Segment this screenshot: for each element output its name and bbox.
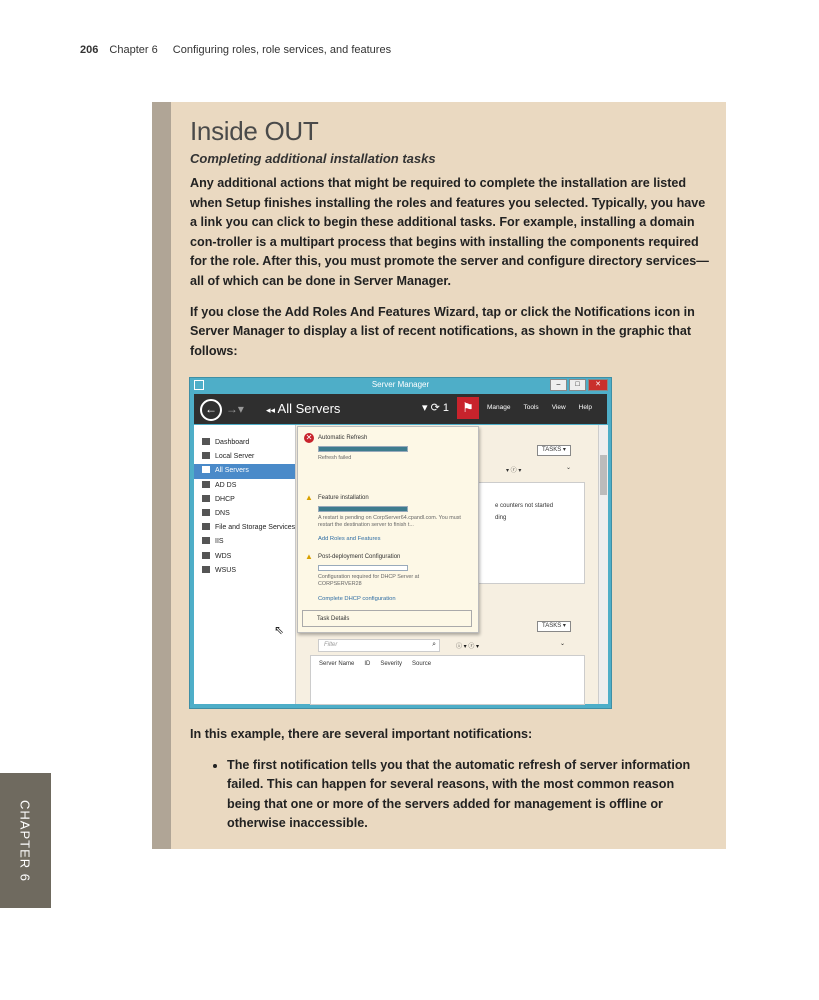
sidebar-item-all-servers[interactable] bbox=[194, 464, 295, 478]
progress-bar bbox=[318, 565, 408, 571]
col-severity[interactable]: Severity bbox=[380, 661, 403, 667]
server-icon bbox=[202, 452, 210, 459]
filter-options-icon[interactable]: ▾ ⓡ ▾ bbox=[506, 468, 522, 474]
ad-ds-icon bbox=[202, 481, 210, 488]
sidebar-item-wds[interactable] bbox=[194, 550, 295, 564]
notifications-flag-icon[interactable]: ⚑ bbox=[457, 397, 479, 419]
warning-icon: ▲ bbox=[305, 493, 313, 502]
filter-input[interactable] bbox=[318, 639, 440, 652]
error-icon: ✕ bbox=[305, 433, 313, 442]
sidebar-item-iis[interactable] bbox=[194, 535, 295, 549]
menu-view[interactable]: View bbox=[551, 404, 566, 411]
refresh-icon[interactable]: ▾ ⟳ bbox=[422, 402, 440, 414]
expand-icon-bottom[interactable]: ⌄ bbox=[560, 641, 566, 647]
notification-title: Automatic Refresh bbox=[318, 435, 368, 441]
menu-manage[interactable]: Manage bbox=[487, 404, 511, 411]
inside-out-box bbox=[152, 102, 726, 849]
progress-bar bbox=[318, 446, 408, 452]
warning-icon: ▲ bbox=[305, 552, 313, 561]
sidebar-item-label: AD DS bbox=[215, 481, 237, 489]
progress-bar bbox=[318, 506, 408, 512]
sidebar-item-label: File and Storage Services bbox=[215, 524, 296, 532]
notes-list bbox=[190, 756, 710, 834]
notifications-panel bbox=[297, 426, 479, 633]
chapter-title: Configuring roles, role services, and features bbox=[172, 44, 392, 56]
col-source[interactable]: Source bbox=[412, 661, 432, 667]
after-screenshot bbox=[190, 725, 710, 834]
notification-text: Refresh failed bbox=[318, 455, 352, 461]
navigation bbox=[200, 399, 244, 421]
maximize-icon[interactable]: □ bbox=[569, 379, 586, 391]
box-subtitle: Completing additional installation tasks bbox=[190, 151, 436, 166]
notification-text: A restart is pending on CorpServer64.cpandl.com. You must restart the destination server to finish t... bbox=[318, 515, 461, 529]
search-icon: ⌕ bbox=[432, 641, 436, 648]
tasks-label: TASKS bbox=[542, 623, 562, 629]
page-header bbox=[80, 44, 391, 56]
breadcrumb-chevron-icon: ◂◂ bbox=[266, 405, 278, 415]
status-text-2: ding bbox=[495, 515, 507, 521]
navigation-sidebar bbox=[194, 425, 296, 704]
dns-icon bbox=[202, 509, 210, 516]
breadcrumb-text: All Servers bbox=[277, 401, 341, 416]
refresh-area bbox=[422, 401, 449, 414]
status-text-1: e counters not started bbox=[495, 503, 554, 509]
sidebar-item-dns[interactable] bbox=[194, 507, 295, 521]
list-item: • The first notification tells you that the automatic refresh of server information failed. This can happen for several reasons, with the most common reason being that one or more of the servers added for management is offline or otherwise inaccessible. bbox=[227, 756, 710, 834]
wds-icon bbox=[202, 552, 210, 559]
mouse-pointer-icon: ⇖ bbox=[274, 623, 285, 637]
sidebar-item-dashboard[interactable] bbox=[194, 436, 295, 450]
storage-icon bbox=[202, 523, 210, 530]
sidebar-item-label: WDS bbox=[215, 552, 232, 560]
sidebar-item-label: IIS bbox=[215, 538, 224, 546]
complete-dhcp-link[interactable]: Complete DHCP configuration bbox=[318, 596, 396, 602]
window-controls bbox=[550, 379, 608, 391]
notification-title: Feature installation bbox=[318, 495, 369, 501]
filter-options-icon-bottom[interactable]: ⓘ ▾ ⓡ ▾ bbox=[456, 644, 480, 650]
chapter-tab bbox=[0, 773, 51, 908]
box-accent-bar bbox=[152, 102, 171, 849]
page-number: 206 bbox=[80, 44, 99, 56]
toolbar bbox=[194, 394, 607, 424]
dashboard-icon bbox=[202, 438, 210, 445]
minimize-icon[interactable]: – bbox=[550, 379, 567, 391]
sidebar-item-label: DHCP bbox=[215, 495, 235, 503]
forward-arrow-icon[interactable]: →▾ bbox=[225, 402, 244, 416]
breadcrumb bbox=[266, 401, 340, 416]
sidebar-item-label: Dashboard bbox=[215, 439, 250, 446]
sidebar-item-label: DNS bbox=[215, 509, 230, 517]
paragraph-1: Any additional actions that might be required to complete the installation are listed when Setup finishes installing the roles and features you selected. Typically, you have a link you can click to begin these additional tasks. For example, installing a domain con-troller is a multipart process that begins with installing the components required for the role. After this, you must promote the server and configure directory services—all of which can be done in Server Manager. bbox=[190, 176, 709, 288]
notification-title: Post-deployment Configuration bbox=[318, 554, 401, 560]
box-title: Inside OUT bbox=[190, 116, 319, 146]
expand-icon[interactable]: ⌄ bbox=[566, 465, 572, 471]
sidebar-item-ad-ds[interactable] bbox=[194, 479, 295, 493]
task-details-button[interactable]: Task Details bbox=[302, 610, 472, 627]
menu-help[interactable]: Help bbox=[578, 404, 593, 411]
sidebar-item-label: WSUS bbox=[215, 566, 236, 574]
app-icon bbox=[194, 380, 204, 390]
sidebar-item-label: Local Server bbox=[215, 453, 255, 461]
back-arrow-icon[interactable]: ← bbox=[200, 399, 222, 421]
sidebar-item-file-storage[interactable] bbox=[194, 521, 295, 535]
servers-icon bbox=[202, 466, 210, 473]
vertical-scrollbar[interactable] bbox=[598, 425, 608, 704]
wsus-icon bbox=[202, 566, 210, 573]
col-id[interactable]: ID bbox=[364, 661, 371, 667]
tasks-label: TASKS bbox=[542, 447, 562, 453]
sidebar-item-wsus[interactable] bbox=[194, 564, 295, 578]
window-title: Server Manager bbox=[371, 380, 430, 389]
menu-bar bbox=[487, 404, 592, 411]
menu-tools[interactable]: Tools bbox=[523, 404, 539, 411]
add-roles-link[interactable]: Add Roles and Features bbox=[318, 536, 381, 542]
filter-placeholder: Filter bbox=[324, 642, 338, 648]
chapter-tab-label: CHAPTER 6 bbox=[17, 800, 33, 882]
sidebar-item-label: All Servers bbox=[215, 467, 249, 475]
tasks-dropdown-bottom[interactable]: TASKS ▾ bbox=[537, 621, 571, 632]
iis-icon bbox=[202, 537, 210, 544]
server-manager-screenshot bbox=[189, 377, 612, 709]
dhcp-icon bbox=[202, 495, 210, 502]
events-table bbox=[310, 655, 585, 705]
sidebar-item-local-server[interactable] bbox=[194, 450, 295, 464]
paragraph-3: In this example, there are several important notifications: bbox=[190, 727, 533, 741]
col-server-name[interactable]: Server Name bbox=[319, 661, 355, 667]
events-table-header bbox=[319, 661, 431, 667]
notification-text: Configuration required for DHCP Server at CORPSERVER28 bbox=[318, 574, 420, 588]
notification-count: 1 bbox=[442, 402, 449, 414]
tasks-dropdown-top[interactable]: TASKS ▾ bbox=[537, 445, 571, 456]
chapter-label: Chapter 6 bbox=[109, 44, 158, 56]
paragraph-2: If you close the Add Roles And Features Wizard, tap or click the Notifications icon in Server Manager to display a list of recent notifications, as shown in the graphic that follows: bbox=[190, 304, 695, 358]
close-icon[interactable]: ✕ bbox=[588, 379, 608, 391]
sidebar-item-dhcp[interactable] bbox=[194, 493, 295, 507]
